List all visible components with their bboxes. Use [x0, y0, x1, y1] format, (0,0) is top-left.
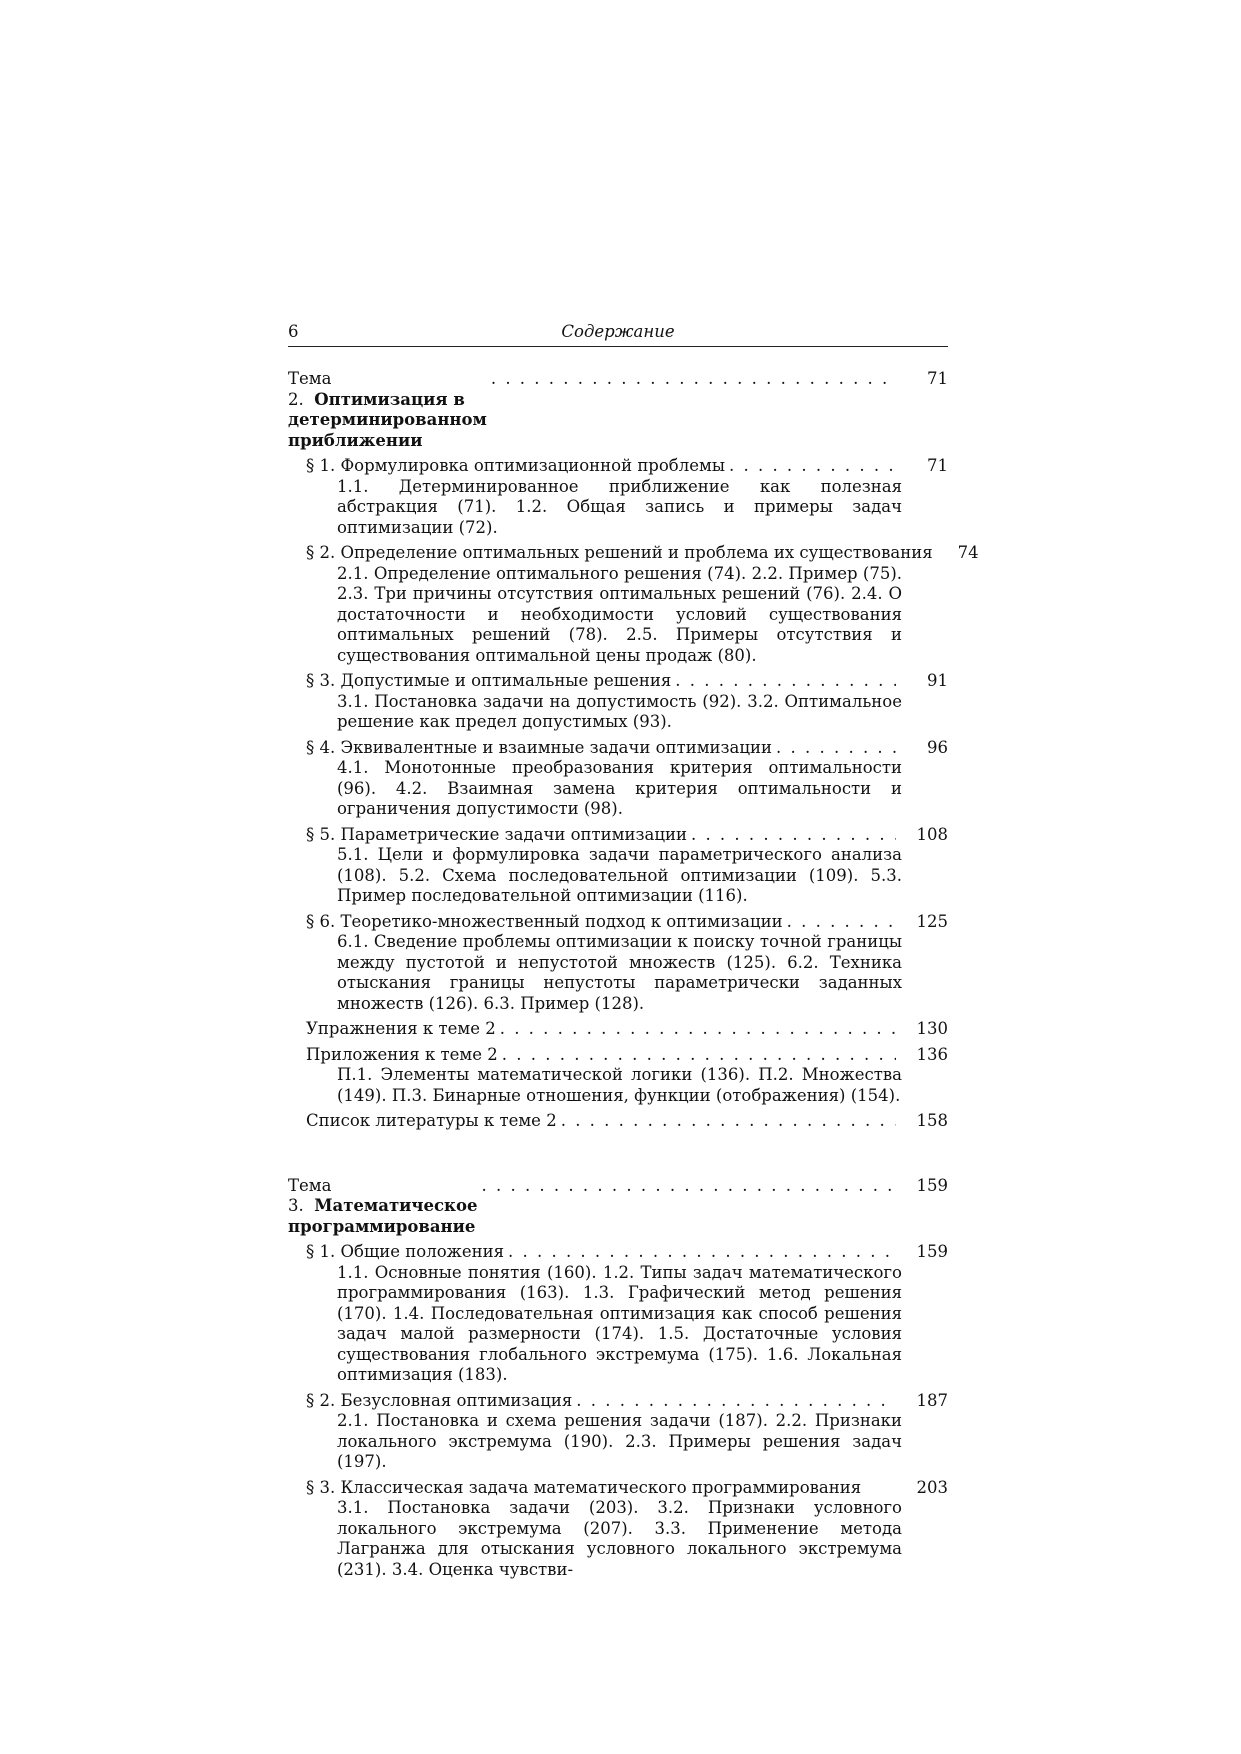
theme-heading — [288, 1176, 948, 1238]
running-head — [288, 322, 948, 347]
section-heading — [288, 1242, 948, 1263]
theme-title: Оптимизация в детерминированном приближении — [288, 389, 487, 450]
subsection-list: 3.1. Постановка задачи на допустимость (92). 3.2. Оптимальное решение как предел допустимых (93). — [337, 691, 902, 731]
section-page: 136 — [916, 1044, 948, 1064]
dot-leader — [502, 1045, 896, 1066]
section-page: 96 — [927, 737, 948, 757]
running-title: Содержание — [561, 322, 675, 341]
section-title: § 1. Общие положения — [306, 1242, 504, 1261]
section-page: 187 — [916, 1390, 948, 1410]
toc-section — [288, 671, 948, 733]
section-heading — [288, 1478, 948, 1499]
section-heading — [288, 1391, 948, 1412]
section-title: § 1. Формулировка оптимизационной проблемы — [306, 456, 725, 475]
section-heading — [288, 1019, 948, 1040]
dot-leader — [576, 1391, 896, 1412]
dot-leader — [776, 738, 896, 759]
toc-section — [288, 1111, 948, 1132]
toc-section — [288, 1391, 948, 1473]
toc-section — [288, 1478, 948, 1581]
subsection-list: 1.1. Детерминированное приближение как полезная абстракция (71). 1.2. Общая запись и примеры задач оптимизации (72). — [337, 476, 902, 537]
toc-section — [288, 825, 948, 907]
subsection-list: П.1. Элементы математической логики (136). П.2. Множества (149). П.3. Бинарные отношения, функции (отображения) (154). — [337, 1065, 902, 1105]
section-title: Упражнения к теме 2 — [306, 1019, 496, 1038]
section-title: Приложения к теме 2 — [306, 1044, 498, 1064]
theme-heading — [288, 369, 948, 451]
theme-gap — [288, 1132, 948, 1172]
section-heading — [288, 671, 948, 692]
section-title: § 3. Допустимые и оптимальные решения — [306, 671, 672, 690]
section-heading — [288, 456, 948, 477]
toc-section — [288, 1019, 948, 1040]
toc-section — [288, 1242, 948, 1386]
subsection-list: 6.1. Сведение проблемы оптимизации к поиску точной границы между пустотой и непустотой множеств (125). 6.2. Техника отыскания границы непустоты параметрически заданных множеств (126). 6.3. Пример (128). — [337, 932, 902, 1013]
section-page: 108 — [916, 824, 948, 844]
section-title: § 2. Определение оптимальных решений и проблема их существования — [306, 543, 933, 562]
toc-section — [288, 912, 948, 1015]
toc-section — [288, 456, 948, 538]
theme-label: Тема 2. — [288, 369, 332, 409]
section-page: 74 — [957, 543, 979, 562]
subsection-list: 5.1. Цели и формулировка задачи параметрического анализа (108). 5.2. Схема последовательной оптимизации (109). 5.3. Пример последовательной оптимизации (116). — [337, 845, 902, 905]
dot-leader — [481, 1176, 896, 1197]
toc-section — [288, 543, 979, 666]
section-title: § 3. Классическая задача математического программирования — [306, 1477, 862, 1497]
theme-label: Тема 3. — [288, 1175, 332, 1215]
subsection-list: 4.1. Монотонные преобразования критерия оптимальности (96). 4.2. Взаимная замена критерия оптимальности и ограничения допустимости (98). — [337, 758, 902, 818]
page-number: 6 — [288, 322, 299, 341]
section-page: 203 — [916, 1477, 948, 1497]
section-page: 159 — [916, 1242, 948, 1261]
section-heading — [288, 1045, 948, 1066]
toc-section — [288, 1045, 948, 1107]
toc-section — [288, 738, 948, 820]
dot-leader — [508, 1242, 896, 1263]
subsection-list: 3.1. Постановка задачи (203). 3.2. Признаки условного локального экстремума (207). 3.3. Применение метода Лагранжа для отыскания условного локального экстремума (231). 3.4. Оценка чувстви- — [337, 1498, 902, 1579]
subsection-list: 2.1. Постановка и схема решения задачи (187). 2.2. Признаки локального экстремума (190). 2.3. Примеры решения задач (197). — [337, 1411, 902, 1471]
section-title: § 6. Теоретико-множественный подход к оптимизации — [306, 911, 783, 931]
section-title: § 4. Эквивалентные и взаимные задачи оптимизации — [306, 737, 772, 757]
dot-leader — [787, 912, 896, 933]
section-page: 125 — [916, 911, 948, 931]
section-heading — [288, 1111, 948, 1132]
theme-title: Математическое программирование — [288, 1196, 478, 1236]
subsection-list: 2.1. Определение оптимального решения (74). 2.2. Пример (75). 2.3. Три причины отсутствия оптимальных решений (76). 2.4. О достаточности и необходимости условий существования оптимальных решений (78). 2.5. Примеры отсутствия и существования оптимальной цены продаж (80). — [337, 563, 902, 665]
theme-page: 71 — [927, 369, 948, 388]
dot-leader — [729, 456, 896, 477]
theme-title-line — [288, 1176, 477, 1238]
section-title: § 5. Параметрические задачи оптимизации — [306, 824, 687, 844]
section-heading — [288, 912, 948, 933]
dot-leader — [675, 671, 896, 692]
dot-leader — [561, 1111, 896, 1132]
section-page: 71 — [927, 456, 948, 475]
section-heading — [288, 825, 948, 846]
theme-title-line — [288, 369, 487, 451]
section-heading — [288, 543, 979, 564]
section-page: 158 — [916, 1111, 948, 1130]
section-title: § 2. Безусловная оптимизация — [306, 1390, 573, 1410]
book-page — [288, 322, 979, 1580]
section-title: Список литературы к теме 2 — [306, 1111, 557, 1130]
section-page: 130 — [916, 1019, 948, 1038]
theme-page: 159 — [916, 1175, 948, 1195]
dot-leader — [691, 825, 896, 846]
dot-leader — [500, 1019, 896, 1040]
subsection-list: 1.1. Основные понятия (160). 1.2. Типы задач математического программирования (163). 1.3. Графический метод решения (170). 1.4. Последовательная оптимизация как способ решения задач малой размерности (174). 1.5. Достаточные условия существования глобального экстремума (175). 1.6. Локальная оптимизация (183). — [337, 1262, 902, 1384]
section-page: 91 — [927, 671, 948, 690]
dot-leader — [491, 369, 896, 390]
section-heading — [288, 738, 948, 759]
table-of-contents — [288, 369, 979, 1580]
